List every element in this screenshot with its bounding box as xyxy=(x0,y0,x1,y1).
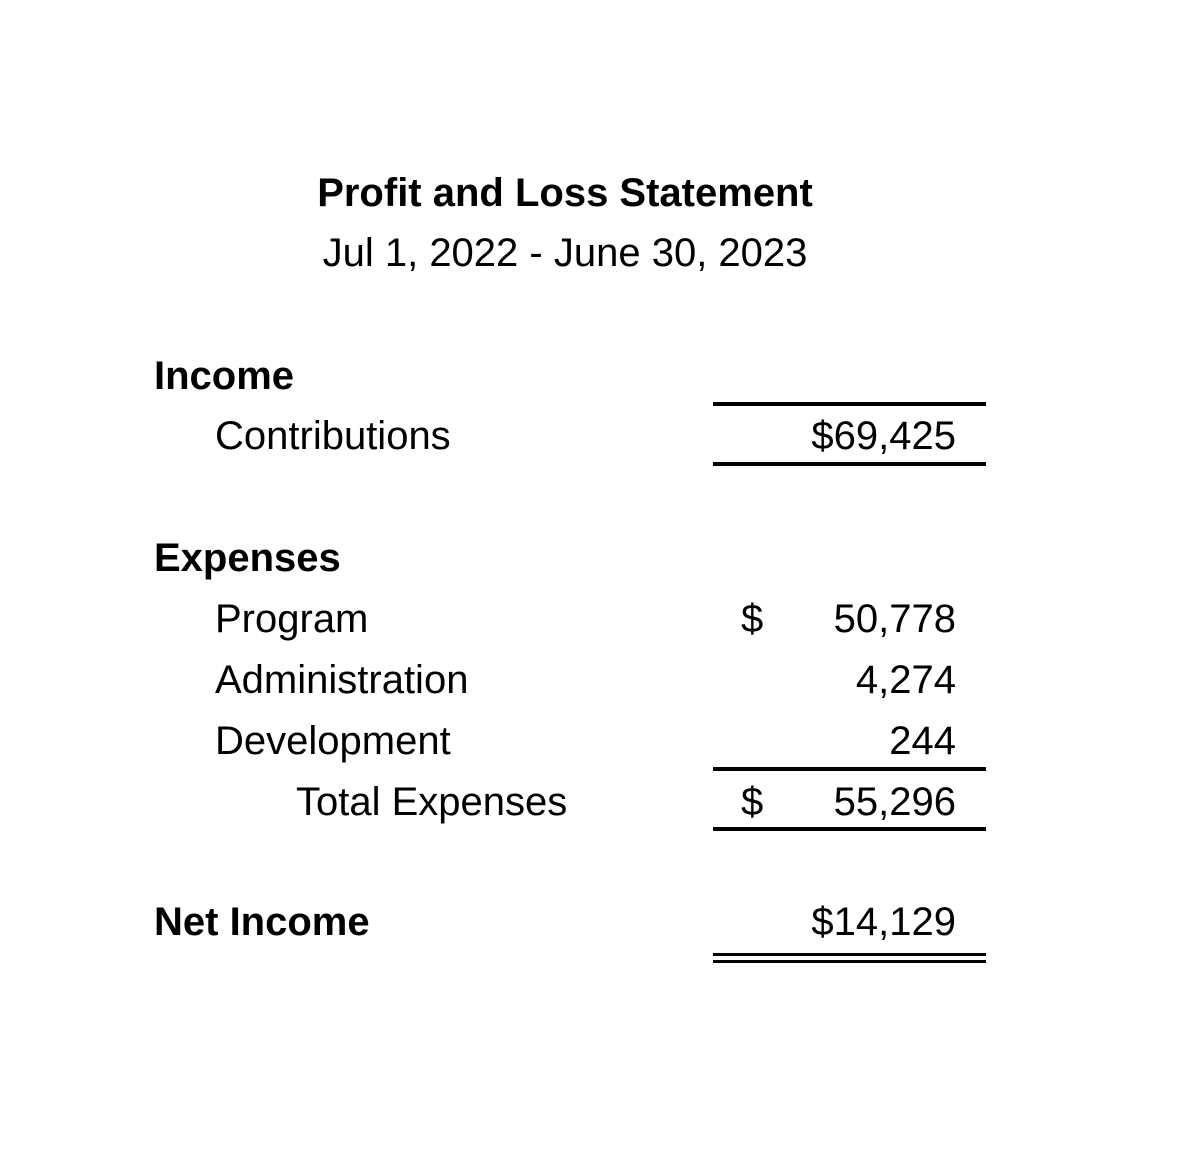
statement-title: Profit and Loss Statement xyxy=(317,171,813,215)
administration-amount: 4,274 xyxy=(855,658,956,702)
program-currency: $ xyxy=(741,597,764,641)
administration-label: Administration xyxy=(215,658,469,702)
total-expenses-currency: $ xyxy=(741,780,764,824)
income-bottom-rule xyxy=(713,462,986,466)
development-label: Development xyxy=(215,719,451,763)
net-income-label: Net Income xyxy=(154,900,370,944)
total-expenses-rule xyxy=(713,827,986,831)
income-top-rule xyxy=(713,402,986,406)
statement-period: Jul 1, 2022 - June 30, 2023 xyxy=(322,231,808,275)
development-amount: 244 xyxy=(889,719,956,763)
program-amount: 50,778 xyxy=(833,597,956,641)
program-label: Program xyxy=(215,597,369,641)
net-income-double-rule xyxy=(713,953,986,963)
contributions-label: Contributions xyxy=(215,414,451,458)
expenses-section-label: Expenses xyxy=(154,536,341,580)
total-expenses-amount: 55,296 xyxy=(833,780,956,824)
total-expenses-label: Total Expenses xyxy=(296,780,568,824)
expenses-subtotal-rule xyxy=(713,767,986,771)
contributions-amount: $69,425 xyxy=(811,414,956,458)
income-section-label: Income xyxy=(154,354,295,398)
net-income-amount: $14,129 xyxy=(811,900,956,944)
